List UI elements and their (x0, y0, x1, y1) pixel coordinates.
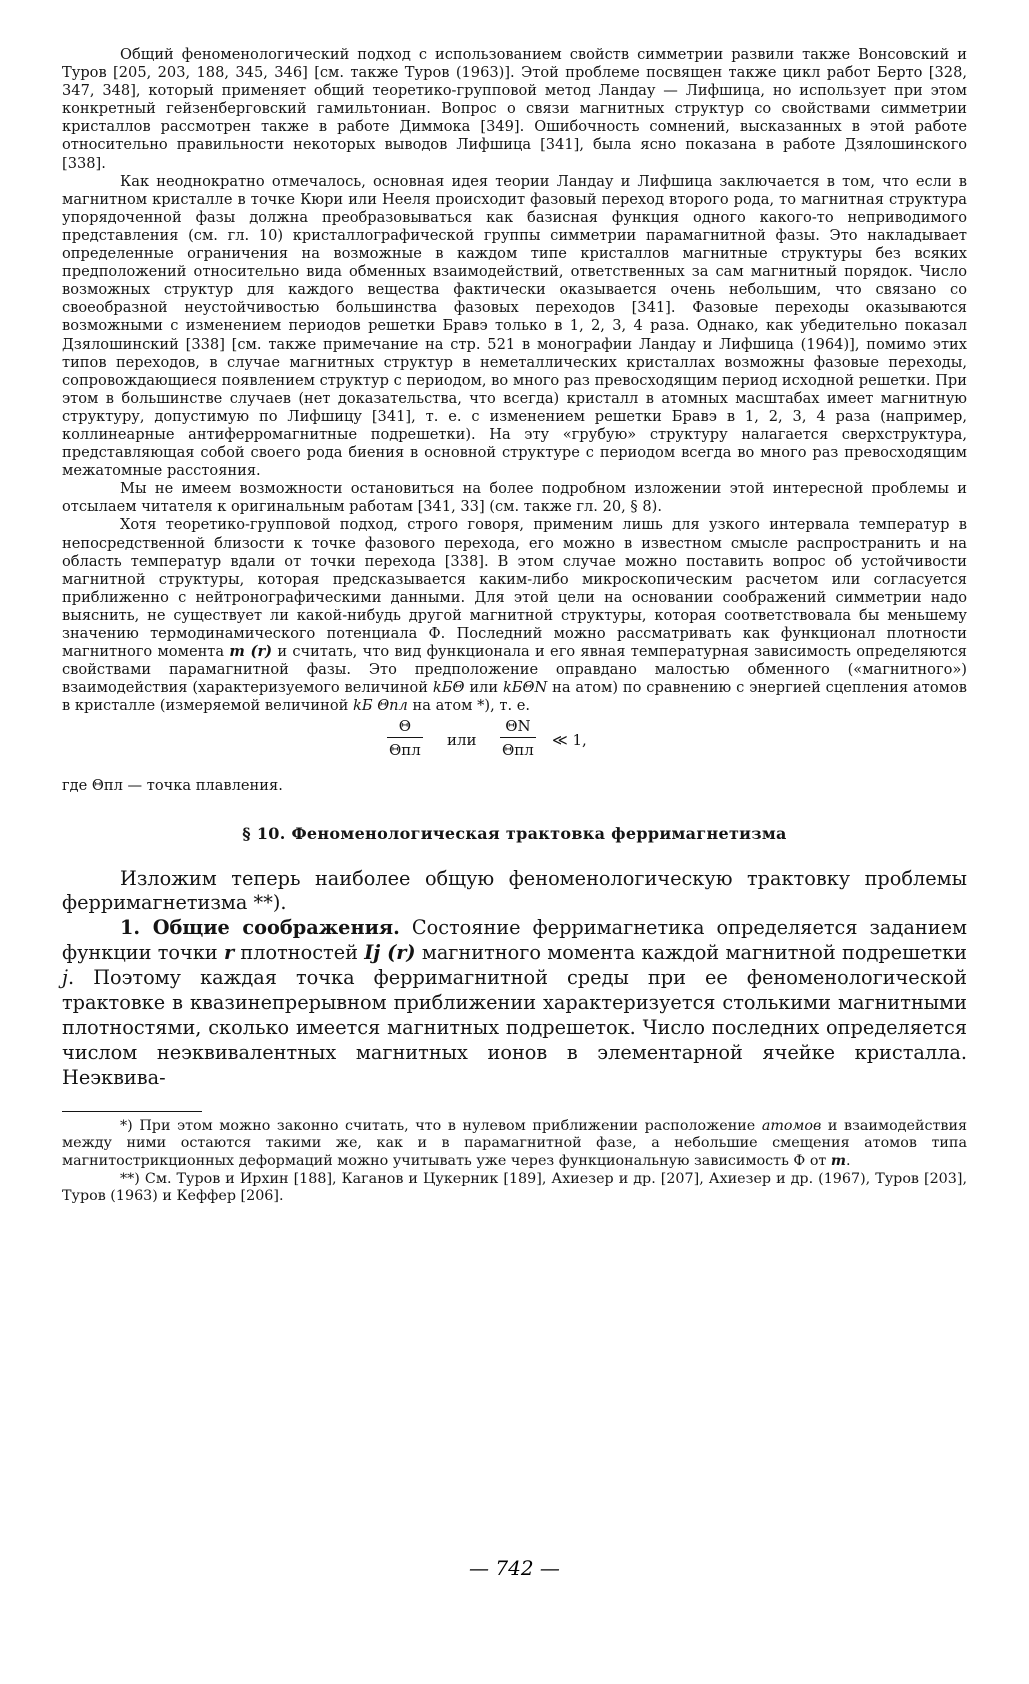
footnote-1-b: и взаимодействия между ними остаются такими же, как и в парамагнитной фазе, а небольшие смещения атомов типа магнитострикционных деформаций можно учитывать уже через функциональную зависимость Ф от (62, 1117, 967, 1169)
p2-j: j (62, 966, 68, 990)
fraction-1-denominator: Θпл (389, 741, 421, 760)
p4-kt2: kБΘN (502, 679, 548, 697)
footnote-2: **) См. Туров и Ирхин [188], Каганов и Цукерник [189], Ахиезер и др. [207], Ахиезер и др. (1967), Туров [203], Туров (1963) и Кеффер [206]. (62, 1170, 967, 1205)
p2-c: магнитного момента каждой магнитной подрешетки (415, 941, 967, 965)
p2-d: . Поэтому каждая точка ферримагнитной среды при ее феноменологической трактовке в квазинепрерывном приближении характеризуется столькими магнитными плотностями, сколько имеется магнитных подрешеток. Число последних определяется числом неэквивалентных магнитных ионов в элементарной ячейке кристалла. Неэквива- (62, 966, 967, 1089)
footnote-1-atoms: атомов (761, 1117, 822, 1134)
p2-a: Состояние ферримагнетика определяется заданием функции точки (62, 916, 968, 965)
fraction-2-numerator: ΘN (500, 717, 536, 738)
p2-b: плотностей (234, 941, 365, 965)
page-body (62, 46, 967, 1206)
footnote-divider (62, 1111, 202, 1112)
p4-or1: или (464, 679, 503, 697)
fraction-2 (500, 717, 536, 759)
paragraph-2: Как неоднократно отмечалось, основная идея теории Ландау и Лифшица заключается в том, что если в магнитном кристалле в точке Кюри или Нееля происходит фазовый переход второго рода, то магнитная структура упорядоченной фазы должна преобразовываться как базисная функция одного какого-то неприводимого представления (см. гл. 10) кристаллографической группы симметрии парамагнитной фазы. Это накладывает определенные ограничения на возможные в каждом типе кристаллов магнитные структуры без всяких предположений относительно вида обменных взаимодействий, ответственных за сам магнитный порядок. Число возможных структур для каждого вещества фактически оказывается очень небольшим, что связано со своеобразной неустойчивостью большинства фазовых переходов [341]. Фазовые переходы оказываются возможными с изменением периодов решетки Бравэ только в 1, 2, 3, 4 раза. Однако, как убедительно показал Дзялошинский [338] [см. также примечание на стр. 521 в монографии Ландау и Лифшица (1964)], помимо этих типов переходов, в случае магнитных структур в неметаллических кристаллах возможны фазовые переходы, сопровождающиеся появлением структур с периодом, во много раз превосходящим период исходной решетки. При этом в большинстве случаев (нет доказательства, что всегда) кристалл в атомных масштабах имеет магнитную структуру, допустимую по Лифшицу [341], т. е. с изменением решетки Бравэ в 1, 2, 3, 4 раза (например, коллинеарные антиферромагнитные подрешетки). На эту «грубую» структуру налагается сверхструктура, представляющая собой своего рода биения в основной структуре с периодом всегда во много раз превосходящим межатомные расстояния. (62, 172, 967, 480)
large-paragraph-1: Изложим теперь наиболее общую феноменологическую трактовку проблемы ферримагнетизма **). (62, 866, 967, 915)
footnote-1-a: *) При этом можно законно считать, что в нулевом приближении расположение (120, 1117, 762, 1134)
footnote-1-c: . (846, 1152, 851, 1169)
p2-r: r (223, 941, 235, 965)
formula-inequality (62, 715, 967, 777)
footnote-1-m: m (830, 1152, 847, 1169)
section-heading: § 10. Феноменологическая трактовка ферримагнетизма (242, 823, 787, 843)
p4-kt1: kБΘ (432, 679, 465, 697)
paragraph-1: Общий феноменологический подход с использованием свойств симметрии развили также Вонсовский и Туров [205, 203, 188, 345, 346] [см. также Туров (1963)]. Этой проблеме посвящен также цикл работ Берто [328, 347, 348], который применяет общий теоретико-групповой метод Ландау — Лифшица, но использует при этом конкретный гейзенберговский гамильтониан. Вопрос о связи магнитных структур со свойствами симметрии кристаллов рассмотрен также в работе Диммока [349]. Ошибочность сомнений, высказанных в этой работе относительно правильности некоторых выводов Лифшица [341], была ясно показана в работе Дзялошинского [338]. (62, 46, 967, 172)
subsection-title: 1. Общие соображения. (120, 916, 400, 940)
p4-m-r: m (r) (229, 643, 273, 661)
formula-tail: ≪ 1, (552, 731, 587, 750)
p4-part2: и считать, что вид функционала и его явная температурная зависимость определяются свойствами парамагнитной фазы. Это предположение оправдано малостью обменного («магнитного») взаимодействия (характеризуемого величиной (62, 643, 967, 697)
paragraph-3: Мы не имеем возможности остановиться на более подробном изложении этой интересной проблемы и отсылаем читателя к оригинальным работам [341, 33] (см. также гл. 20, § 8). (62, 480, 967, 516)
p4-part3: на атом) по сравнению с энергией сцепления атомов в кристалле (измеряемой величиной (62, 679, 967, 715)
paragraph-4 (62, 516, 967, 715)
footnotes (62, 1118, 967, 1206)
page-number: — 742 — (469, 1556, 560, 1580)
after-formula-text: где Θпл — точка плавления. (62, 777, 283, 795)
text-block-small (62, 46, 967, 796)
text-block-large (62, 867, 967, 1091)
footnote-1 (62, 1118, 967, 1171)
fraction-1 (387, 717, 423, 759)
p4-part4: на атом *), т. е. (407, 697, 531, 715)
fraction-1-numerator: Θ (387, 717, 423, 738)
p2-ij: Ij (r) (364, 941, 416, 965)
large-paragraph-2 (62, 916, 967, 1090)
fraction-2-denominator: Θпл (502, 741, 534, 760)
p4-kt3: kБ Θпл (352, 697, 408, 715)
p4-part1: Хотя теоретико-групповой подход, строго говоря, применим лишь для узкого интервала температур в непосредственной близости к точке фазового перехода, его можно в известном смысле распространить и на область температур вдали от точки перехода [338]. В этом случае можно поставить вопрос об устойчивости магнитной структуры, которая предсказывается каким-либо микроскопическим расчетом или согласуется приближенно с нейтронографическими данными. Для этой цели на основании соображений симметрии надо выяснить, не существует ли какой-нибудь другой магнитной структуры, которая соответствовала бы меньшему значению термодинамического потенциала Ф. Последний можно рассматривать как функционал плотности магнитного момента (62, 516, 967, 661)
formula-or: или (447, 731, 477, 750)
